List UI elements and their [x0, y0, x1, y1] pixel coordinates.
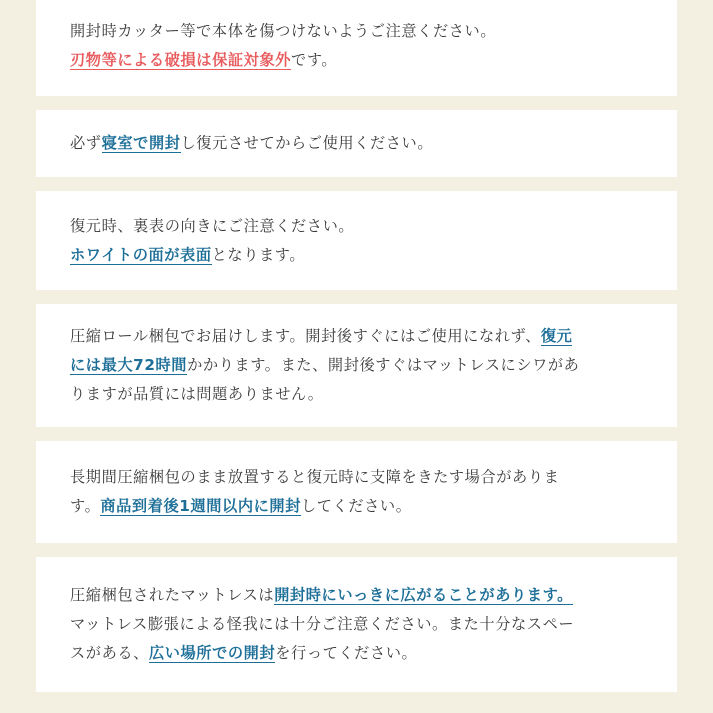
notice-text: してください。	[300, 497, 412, 515]
notice-line	[70, 492, 643, 521]
notice-card-open-in-bedroom	[36, 110, 677, 177]
notice-card-cutter-warning	[36, 0, 677, 96]
notice-line	[70, 129, 643, 158]
notice-line	[70, 212, 643, 241]
warning-highlight: 刃物等による破損は保証対象外	[70, 51, 292, 69]
notice-text: マットレス膨張による怪我には十分ご注意ください。また十分なスペー	[70, 615, 575, 633]
notice-text: となります。	[211, 245, 306, 264]
emphasis-highlight: 開封時にいっきに広がることがあります。	[274, 586, 573, 604]
notice-card-orientation	[36, 191, 677, 290]
notice-text: りますが品質には問題ありません。	[70, 385, 324, 403]
notice-card-open-within-week	[36, 441, 677, 543]
notice-text: す。	[70, 497, 101, 515]
notice-text: 必ず	[70, 134, 102, 152]
notice-card-restore-time	[36, 304, 677, 427]
notice-text: 圧縮ロール梱包でお届けします。開封後すぐにはご使用になれず、	[70, 327, 541, 345]
emphasis-highlight: 広い場所での開封	[148, 644, 276, 662]
notice-text: 復元時、裏表の向きにご注意ください。	[70, 216, 355, 235]
notice-text: 圧縮梱包されたマットレスは	[70, 586, 275, 604]
emphasis-highlight: 寝室で開封	[101, 134, 181, 152]
notice-line	[70, 351, 643, 380]
notice-text: し復元させてからご使用ください。	[180, 134, 434, 152]
notice-line	[70, 610, 643, 639]
emphasis-highlight: 商品到着後1週間以内に開封	[100, 497, 301, 515]
notice-line	[70, 639, 643, 668]
notice-text: スがある、	[70, 644, 149, 662]
notice-text: を行ってください。	[275, 644, 418, 662]
notice-line	[70, 322, 643, 351]
notice-card-expansion-warning	[36, 557, 677, 692]
emphasis-highlight: には最大72時間	[70, 356, 188, 374]
notice-text: です。	[291, 51, 338, 69]
notice-text: かかります。また、開封後すぐはマットレスにシワがあ	[187, 356, 580, 374]
emphasis-highlight: 復元	[540, 327, 573, 345]
emphasis-highlight: ホワイトの面が表面	[70, 245, 212, 264]
notice-line	[70, 463, 643, 492]
notice-line	[70, 241, 643, 270]
notice-line	[70, 17, 643, 46]
notice-text: 長期間圧縮梱包のまま放置すると復元時に支障をきたす場合がありま	[70, 468, 560, 486]
notice-line	[70, 581, 643, 610]
notice-text: 開封時カッター等で本体を傷つけないようご注意ください。	[70, 22, 497, 40]
notice-line	[70, 46, 643, 75]
notice-line	[70, 380, 643, 409]
